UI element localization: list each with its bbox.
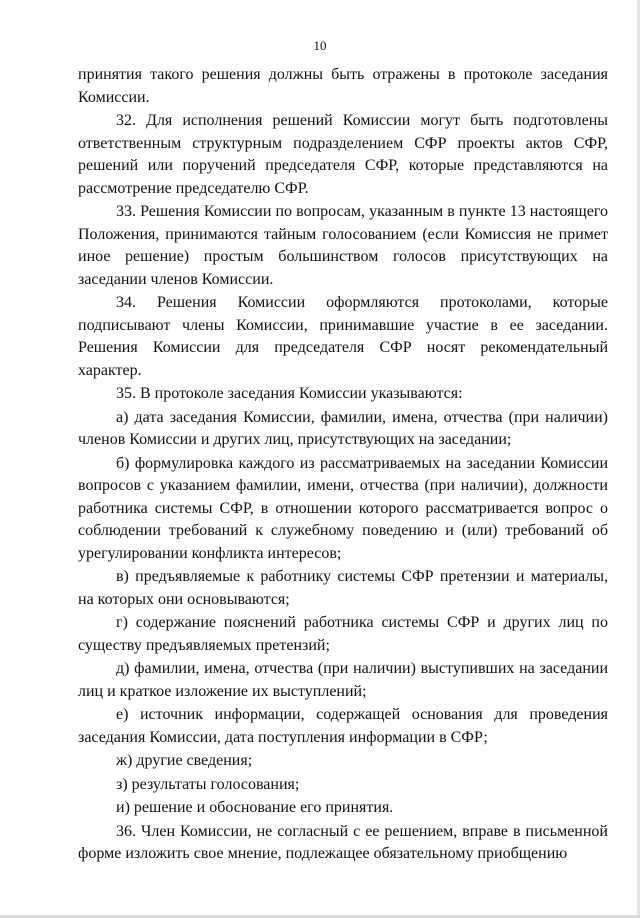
- paragraph-33: 33. Решения Комиссии по вопросам, указанным в пункте 13 настоящего Положения, принимаются тайным голосованием (если Комиссия не примет иное решение) простым большинством голосов присутствующих на заседании членов Комиссии.: [78, 203, 608, 288]
- paragraph-35: 35. В протоколе заседания Комиссии указываются:: [116, 385, 463, 402]
- list-item-g: г) содержание пояснений работника системы СФР и других лиц по существу предъявляемых претензий;: [78, 614, 608, 654]
- list-item-e: е) источник информации, содержащей основания для проведения заседания Комиссии, дата поступления информации в СФР;: [78, 706, 608, 746]
- document-body: [78, 64, 608, 866]
- list-item-v: в) предъявляемые к работнику системы СФР претензии и материалы, на которых они основываются;: [78, 568, 608, 608]
- paragraph-36: 36. Член Комиссии, не согласный с ее решением, вправе в письменной форме изложить свое мнение, подлежащее обязательному приобщению: [78, 822, 608, 862]
- list-item-a: а) дата заседания Комиссии, фамилии, имена, отчества (при наличии) членов Комиссии и других лиц, присутствующих на заседании;: [78, 408, 608, 448]
- list-item-b: б) формулировка каждого из рассматриваемых на заседании Комиссии вопросов с указанием фамилии, имени, отчества (при наличии), должности работника системы СФР, в отношении которого рассматривается вопрос о соблюдении требований к служебному поведению и (или) требований об урегулировании конфликта интересов;: [78, 454, 608, 562]
- list-item-z: з) результаты голосования;: [116, 775, 300, 793]
- paragraph-34: 34. Решения Комиссии оформляются протоколами, которые подписывают члены Комиссии, принимавшие участие в ее заседании. Решения Комиссии для председателя СФР носят рекомендательный характер.: [78, 294, 608, 379]
- paragraph-32: 32. Для исполнения решений Комиссии могут быть подготовлены ответственным структурным подразделением СФР проекты актов СФР, решений или поручений председателя СФР, которые представляются на рассмотрение председателю СФР.: [78, 112, 608, 197]
- list-item-i: и) решение и обоснование его принятия.: [116, 799, 394, 816]
- list-item-zh: ж) другие сведения;: [116, 752, 253, 769]
- page-number: 10: [313, 38, 327, 53]
- list-item-d: д) фамилии, имена, отчества (при наличии) выступивших на заседании лиц и краткое изложение их выступлений;: [78, 660, 608, 700]
- paragraph-continuation: принятия такого решения должны быть отражены в протоколе заседания Комиссии.: [78, 66, 608, 106]
